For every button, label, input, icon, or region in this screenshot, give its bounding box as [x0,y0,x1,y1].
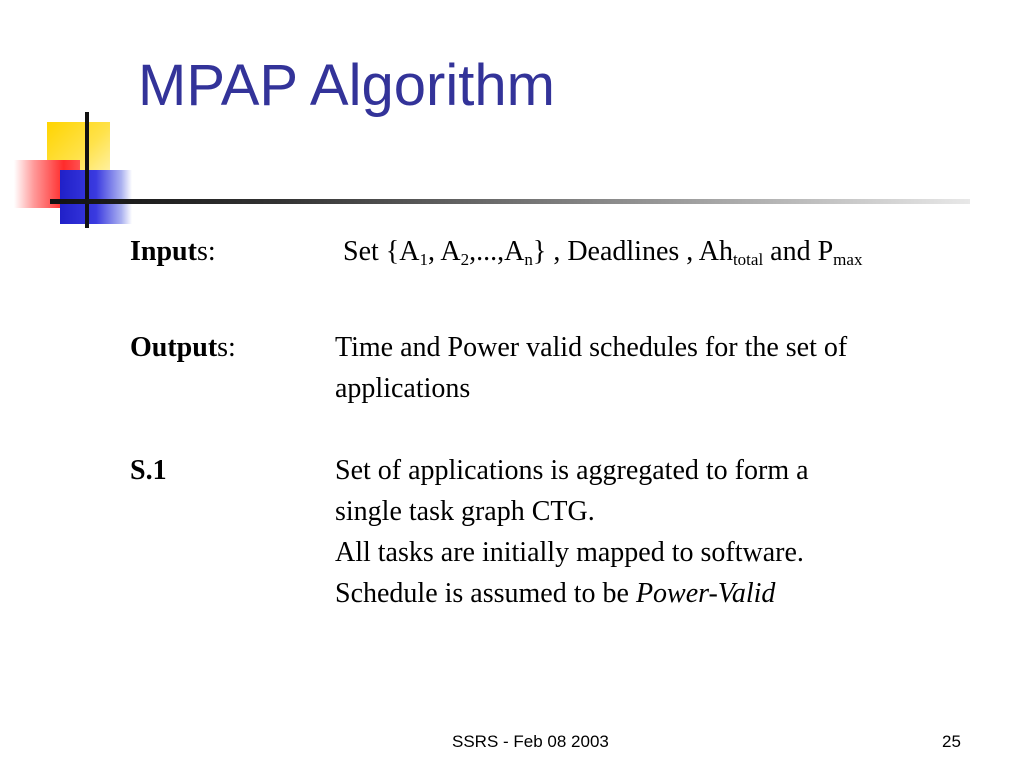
outputs-line-2: applications [335,373,471,404]
step1-label: S.1 [130,455,167,486]
vertical-rule [85,112,89,228]
outputs-value [335,327,847,409]
footer-text: SSRS - Feb 08 2003 [452,732,609,751]
step1-line-1: Set of applications is aggregated to form a [335,455,809,486]
outputs-line-1: Time and Power valid schedules for the set of [335,332,848,363]
outputs-label: Outputs: [130,332,236,363]
step1-line-4: Schedule is assumed to be Power-Valid [335,578,776,609]
step1-value [335,450,809,614]
title-underline [50,199,970,204]
step1-line-3: All tasks are initially mapped to software. [335,537,804,568]
page-number: 25 [942,732,961,751]
blue-square-decoration [60,170,132,224]
step1-line-2: single task graph CTG. [335,496,595,527]
inputs-value: Set {$A_1$, $A_2,...,A_n$} , Deadlines , $Ah_{total}$ and $P_{max}$ [343,236,863,269]
inputs-label: Inputs: [130,236,216,267]
slide-title: MPAP Algorithm [138,53,555,118]
